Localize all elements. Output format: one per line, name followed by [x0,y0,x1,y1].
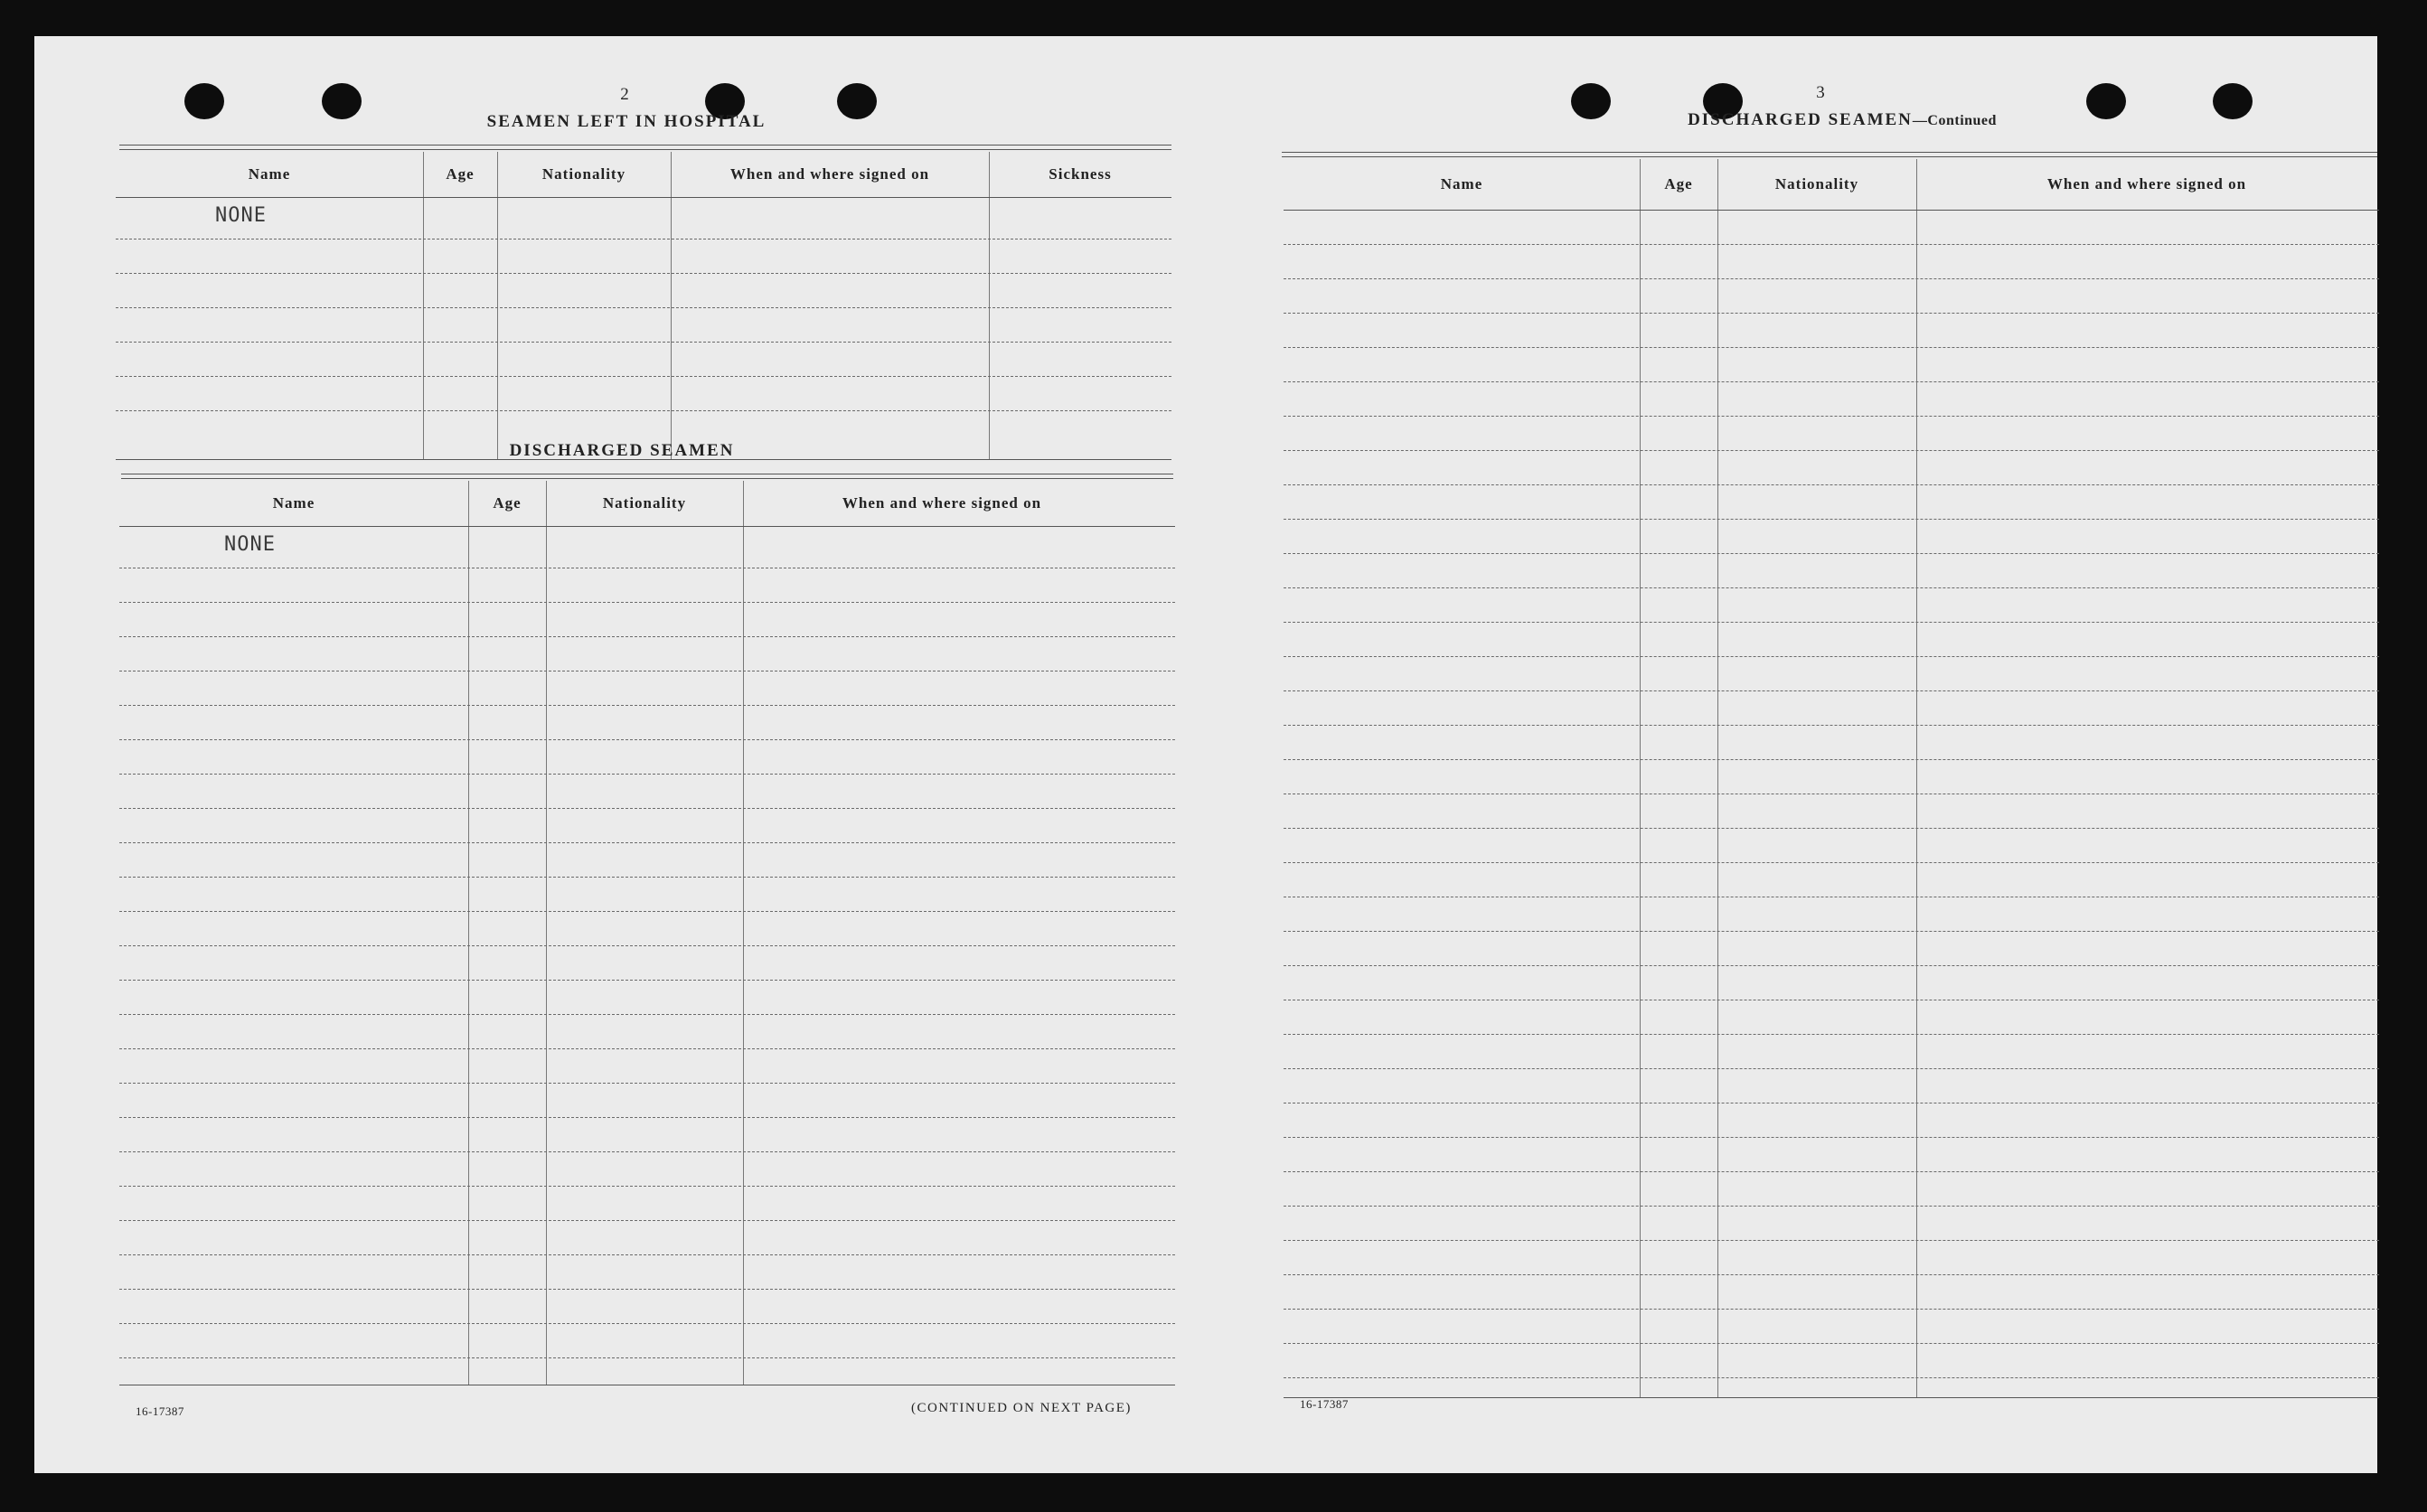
table-bottom-rule [1284,1397,2379,1398]
punch-hole [837,83,877,119]
table-row [116,307,1171,308]
table-row [119,1117,1175,1118]
punch-hole [2086,83,2126,119]
table-row [119,945,1175,946]
table-row [1284,690,2379,691]
table-row [119,1254,1175,1255]
table-row [119,877,1175,878]
table-row [119,774,1175,775]
table-row [1284,347,2379,348]
title-continued: —Continued [1912,113,1997,128]
col-header-name: Name [272,494,315,512]
table-row [119,842,1175,843]
table-row [119,1289,1175,1290]
discharged-continued-table [1284,159,2379,1399]
hospital-entry-name: NONE [215,204,267,227]
table-row [1284,862,2379,863]
table-row [1284,1171,2379,1172]
table-row [119,1014,1175,1015]
column-divider [743,481,744,1385]
table-row [1284,1068,2379,1069]
col-header-name: Name [1440,175,1483,193]
table-row [116,342,1171,343]
table-row [1284,622,2379,623]
discharged-entry-name: NONE [224,533,276,556]
table-row [119,602,1175,603]
table-row [1284,519,2379,520]
discharged-continued-title [1661,110,2023,130]
table-row [1284,1034,2379,1035]
table-row [1284,416,2379,417]
column-divider [468,481,469,1385]
table-row [119,1083,1175,1084]
table-row [119,705,1175,706]
form-sheet [34,36,2377,1473]
table-row [1284,1343,2379,1344]
table-row [1284,1309,2379,1310]
table-row [119,1151,1175,1152]
table-row [116,410,1171,411]
table-row [1284,828,2379,829]
punch-hole [2213,83,2253,119]
table-row [1284,1137,2379,1138]
table-row [119,1323,1175,1324]
col-header-sickness: Sickness [1049,165,1112,183]
table-row [1284,1274,2379,1275]
column-divider [671,152,672,459]
table-row [1284,381,2379,382]
page-number: 3 [1816,83,1825,102]
title-rule [121,474,1173,479]
hospital-table [116,152,1171,459]
header-rule [119,526,1175,527]
discharged-section-title: DISCHARGED SEAMEN [509,441,735,460]
punch-hole [184,83,224,119]
table-row [116,376,1171,377]
col-header-signed-on: When and where signed on [842,494,1042,512]
punch-hole [1571,83,1611,119]
page-number: 2 [620,85,629,104]
table-row [1284,278,2379,279]
table-row [1284,931,2379,932]
column-divider [546,481,547,1385]
col-header-nationality: Nationality [541,165,626,183]
table-row [119,1357,1175,1358]
form-number: 16-17387 [1300,1397,1349,1411]
table-row [119,911,1175,912]
table-row [1284,759,2379,760]
col-header-name: Name [248,165,291,183]
col-header-nationality: Nationality [602,494,687,512]
table-row [1284,725,2379,726]
table-row [1284,965,2379,966]
table-row [1284,484,2379,485]
form-number: 16-17387 [136,1404,184,1418]
table-row [1284,656,2379,657]
table-row [1284,1206,2379,1207]
table-row [116,273,1171,274]
table-row [1284,450,2379,451]
table-row [119,1048,1175,1049]
column-divider [497,152,498,459]
table-row [1284,1377,2379,1378]
hospital-section-title: SEAMEN LEFT IN HOSPITAL [486,112,767,131]
table-row [119,808,1175,809]
table-row [1284,244,2379,245]
table-row [1284,587,2379,588]
table-row [1284,553,2379,554]
title-rule [1282,152,2377,157]
col-header-age: Age [1664,175,1693,193]
column-divider [1640,159,1641,1397]
continued-note: (CONTINUED ON NEXT PAGE) [911,1401,1132,1415]
table-row [1284,313,2379,314]
punch-hole [322,83,362,119]
col-header-nationality: Nationality [1774,175,1859,193]
table-row [119,1220,1175,1221]
discharged-table [119,481,1175,1386]
column-divider [423,152,424,459]
table-row [119,636,1175,637]
table-row [119,739,1175,740]
col-header-age: Age [446,165,475,183]
table-row [119,1186,1175,1187]
title-main: DISCHARGED SEAMEN [1688,110,1913,129]
table-row [119,980,1175,981]
column-divider [1717,159,1718,1397]
title-rule [119,145,1171,150]
column-divider [1916,159,1917,1397]
col-header-signed-on: When and where signed on [729,165,930,183]
column-divider [989,152,990,459]
col-header-signed-on: When and where signed on [2046,175,2247,193]
header-rule [116,197,1171,198]
table-row [1284,1240,2379,1241]
header-rule [1284,210,2379,211]
col-header-age: Age [493,494,522,512]
